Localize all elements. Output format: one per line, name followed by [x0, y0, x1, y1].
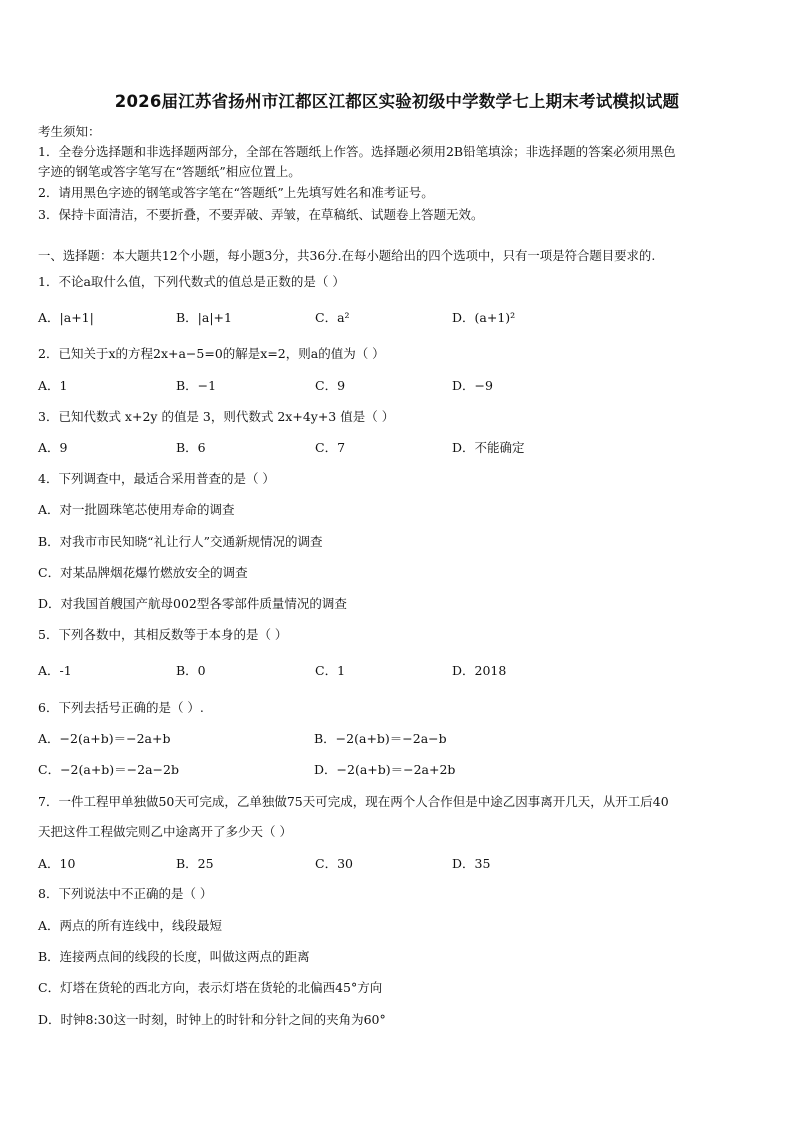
notice-item: 1．全卷分选择题和非选择题两部分，全部在答题纸上作答。选择题必须用2B铅笔填涂；非选择题的答案必须用黑色 [38, 144, 676, 159]
question-4-stem: 4．下列调查中，最适合采用普查的是（ ） [38, 471, 275, 486]
option-b: B．25 [176, 856, 214, 871]
question-5-stem: 5．下列各数中，其相反数等于本身的是（ ） [38, 627, 288, 642]
option-d: D．对我国首艘国产航母002型各零部件质量情况的调查 [38, 596, 347, 611]
notice-item: 2．请用黑色字迹的钢笔或答字笔在“答题纸”上先填写姓名和准考证号。 [38, 185, 434, 200]
question-3-options [38, 438, 758, 456]
option-d: D．−2(a+b)＝−2a+2b [314, 762, 456, 777]
question-1-stem: 1．不论a取什么值，下列代数式的值总是正数的是（ ） [38, 274, 345, 289]
question-2-options [38, 376, 758, 394]
option-b: B．6 [176, 440, 206, 455]
question-7-options [38, 854, 758, 872]
option-c: C．1 [315, 663, 346, 678]
question-6-options-row2 [38, 760, 758, 778]
option-b: B．0 [176, 663, 206, 678]
option-b: B．|a|+1 [176, 310, 232, 325]
option-d: D．不能确定 [452, 440, 525, 455]
question-7-stem: 7．一件工程甲单独做50天可完成，乙单独做75天可完成，现在两个人合作但是中途乙因事离开几天，从开工后40 [38, 794, 669, 809]
question-8-stem: 8．下列说法中不正确的是（ ） [38, 886, 213, 901]
option-a: A．−2(a+b)＝−2a+b [38, 731, 171, 746]
option-a: A．两点的所有连线中，线段最短 [38, 918, 223, 933]
option-d: D．35 [452, 856, 491, 871]
notice-item: 字迹的钢笔或答字笔写在“答题纸”相应位置上。 [38, 164, 301, 179]
option-b: B．连接两点间的线段的长度，叫做这两点的距离 [38, 949, 310, 964]
question-3-stem: 3．已知代数式 x+2y 的值是 3，则代数式 2x+4y+3 值是（ ） [38, 409, 395, 424]
option-d: D．−9 [452, 378, 493, 393]
option-c: C．−2(a+b)＝−2a−2b [38, 762, 179, 777]
option-b: B．−2(a+b)＝−2a−b [314, 731, 447, 746]
option-a: A．|a+1| [38, 310, 94, 325]
option-a: A．-1 [38, 663, 72, 678]
option-c: C．a² [315, 310, 350, 325]
option-c: C．30 [315, 856, 353, 871]
option-a: A．9 [38, 440, 68, 455]
option-b: B．−1 [176, 378, 217, 393]
option-c: C．灯塔在货轮的西北方向，表示灯塔在货轮的北偏西45°方向 [38, 980, 383, 995]
notice-heading: 考生须知： [38, 124, 101, 139]
question-5-options [38, 661, 758, 679]
option-c: C．7 [315, 440, 346, 455]
notice-item: 3．保持卡面清洁，不要折叠，不要弄破、弄皱，在草稿纸、试题卷上答题无效。 [38, 207, 484, 222]
question-1-options [38, 308, 758, 326]
question-7-stem-cont: 天把这件工程做完则乙中途离开了多少天（ ） [38, 824, 292, 839]
option-c: C．对某品牌烟花爆竹燃放安全的调查 [38, 565, 248, 580]
option-a: A．1 [38, 378, 68, 393]
question-6-stem: 6．下列去括号正确的是（ ）. [38, 700, 204, 715]
page-title: 2026届江苏省扬州市江都区江都区实验初级中学数学七上期末考试模拟试题 [114, 92, 680, 111]
section-heading: 一、选择题：本大题共12个小题，每小题3分，共36分.在每小题给出的四个选项中，只有一项是符合题目要求的. [38, 248, 656, 263]
question-2-stem: 2．已知关于x的方程2x+a−5=0的解是x=2，则a的值为（ ） [38, 346, 385, 361]
option-d: D．(a+1)² [452, 310, 516, 325]
option-c: C．9 [315, 378, 346, 393]
option-a: A．对一批圆珠笔芯使用寿命的调查 [38, 502, 235, 517]
option-d: D．2018 [452, 663, 507, 678]
option-b: B．对我市市民知晓“礼让行人”交通新规情况的调查 [38, 534, 323, 549]
option-d: D．时钟8:30这一时刻，时钟上的时针和分针之间的夹角为60° [38, 1012, 386, 1027]
option-a: A．10 [38, 856, 76, 871]
question-6-options-row1 [38, 729, 758, 747]
